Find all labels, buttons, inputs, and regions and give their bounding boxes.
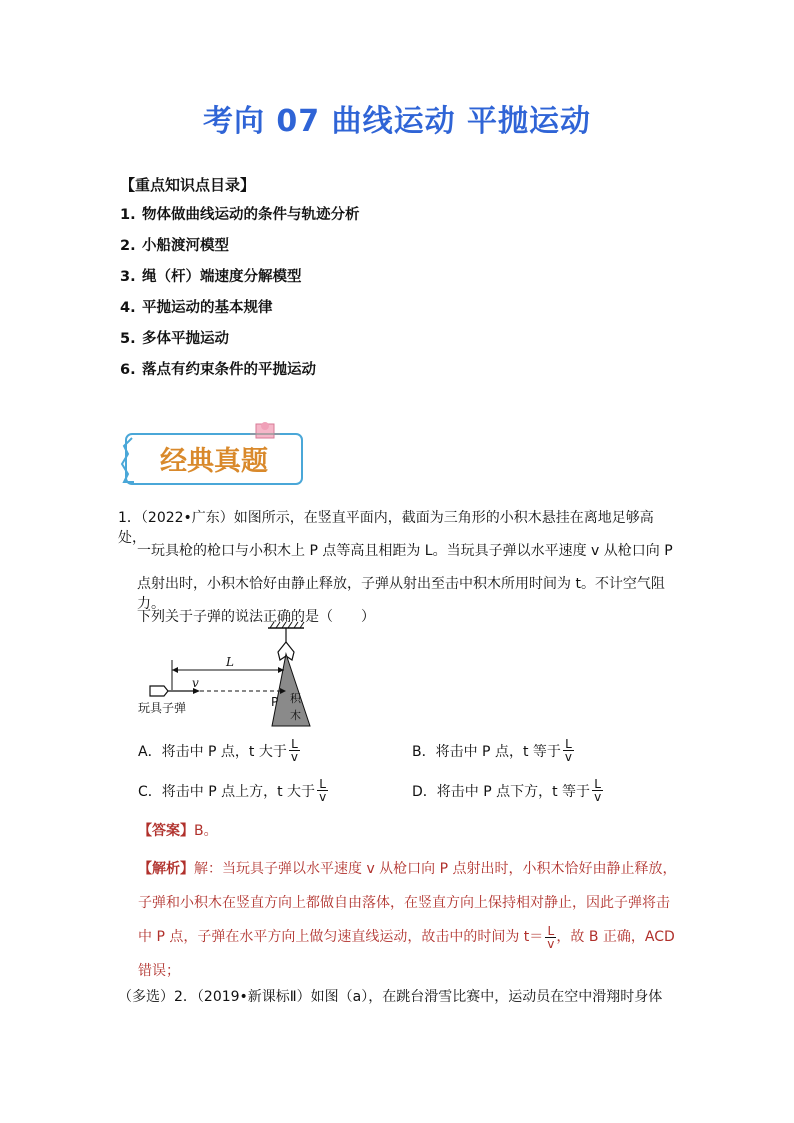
toc-item: 3. 绳（杆）端速度分解模型 bbox=[120, 269, 302, 285]
block-label: 积 bbox=[290, 692, 301, 705]
answer-tag: 【答案】 bbox=[138, 823, 194, 839]
analysis-tag: 【解析】 bbox=[138, 861, 194, 877]
option-d: D．将击中 P 点下方，t 等于 $\frac{L}{v}$ bbox=[412, 777, 602, 804]
point-label: P bbox=[271, 695, 279, 709]
question-line: 下列关于子弹的说法正确的是（ ） bbox=[137, 609, 375, 625]
question-line: 点射出时，小积木恰好由静止释放，子弹从射出至击中积木所用时间为 t。不计空气阻力。 bbox=[137, 576, 665, 612]
length-label: L bbox=[226, 655, 234, 669]
toc-list bbox=[120, 205, 360, 391]
toc-item: 6. 落点有约束条件的平抛运动 bbox=[120, 362, 316, 378]
analysis-block: 【解析】 解：当玩具子弹以水平速度 v 从枪口向 P 点射出时，小积木恰好由静止释放， 子弹和小积木在竖直方向上都做自由落体，在竖直方向上保持相对静止，因此子弹将击 中 P 点，子弹在水平方向上做匀速直线运动，故击中的时间为 t＝ $\frac{L}{v}$ ，故 B 正确，ACD 错误； bbox=[138, 861, 677, 979]
option-b: B．将击中 P 点，t 等于 $\frac{L}{v}$ bbox=[412, 737, 572, 764]
physics-figure bbox=[138, 620, 338, 730]
option-c: C．将击中 P 点上方，t 大于 $\frac{L}{v}$ bbox=[138, 777, 327, 804]
toc-item: 2. 小船渡河模型 bbox=[120, 238, 229, 254]
toc-item: 5. 多体平抛运动 bbox=[120, 331, 229, 347]
question-line: 一玩具枪的枪口与小积木上 P 点等高且相距为 L。当玩具子弹以水平速度 v 从枪口向 P bbox=[137, 543, 673, 559]
banner-text: 经典真题 bbox=[160, 446, 268, 477]
toc-heading: 【重点知识点目录】 bbox=[120, 176, 256, 194]
toc-item: 4. 平抛运动的基本规律 bbox=[120, 300, 273, 316]
block-label: 木 bbox=[290, 709, 301, 722]
velocity-label: v bbox=[192, 676, 199, 690]
answer-value: B。 bbox=[194, 823, 218, 839]
toc-item: 1. 物体做曲线运动的条件与轨迹分析 bbox=[120, 207, 360, 223]
question-2-line: （多选）2．（2019•新课标Ⅱ）如图（a），在跳台滑雪比赛中，运动员在空中滑翔时身体 bbox=[118, 989, 663, 1005]
page-title: 考向 07 曲线运动 平抛运动 bbox=[202, 104, 592, 139]
bullet-label: 玩具子弹 bbox=[138, 701, 187, 715]
ceiling-hatch bbox=[268, 622, 304, 628]
option-a: A．将击中 P 点，t 大于 $\frac{L}{v}$ bbox=[138, 737, 298, 764]
answer-line bbox=[138, 820, 218, 840]
question-line: 1．（2022•广东）如图所示，在竖直平面内，截面为三角形的小积木悬挂在离地足够高处， bbox=[118, 510, 654, 546]
bullet-icon bbox=[150, 686, 168, 696]
classic-questions-banner bbox=[118, 420, 308, 490]
